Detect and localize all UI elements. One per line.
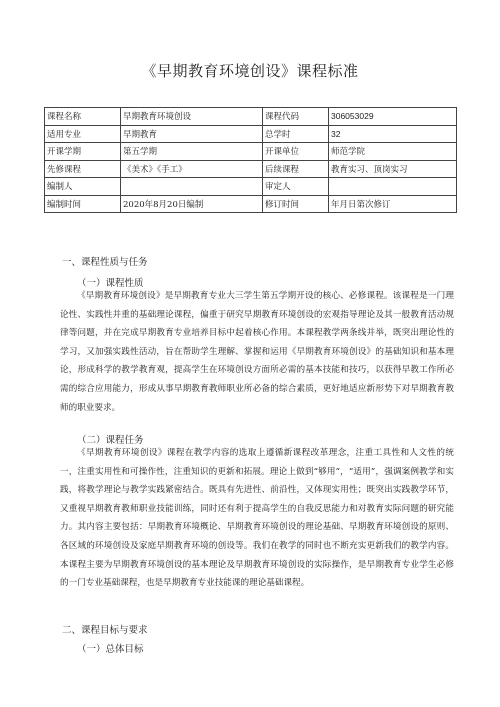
info-value: 第五学期 <box>121 143 263 161</box>
info-label: 先修课程 <box>45 160 121 178</box>
info-value <box>329 178 457 196</box>
info-label: 编制人 <box>45 178 121 196</box>
info-value: 教育实习、顶岗实习 <box>329 160 457 178</box>
info-value: 32 <box>329 125 457 143</box>
subsection-heading-overall-goal: （一）总体目标 <box>77 644 144 655</box>
info-row <box>45 143 457 161</box>
info-label: 课程代码 <box>263 108 329 126</box>
course-info-table <box>44 107 457 213</box>
info-label: 编制时间 <box>45 195 121 213</box>
info-label: 后续课程 <box>263 160 329 178</box>
info-value: 早期教育环境创设 <box>121 108 263 126</box>
info-value <box>121 178 263 196</box>
info-value: 师范学院 <box>329 143 457 161</box>
info-row <box>45 178 457 196</box>
info-label: 开课学期 <box>45 143 121 161</box>
info-row <box>45 108 457 126</box>
info-label: 审定人 <box>263 178 329 196</box>
subsection-heading-course-nature: （一）课程性质 <box>77 278 144 289</box>
info-row <box>45 160 457 178</box>
paragraph-course-tasks: 《早期教育环境创设》课程在教学内容的选取上遵循新课程改革理念，注重工具性和人文性的统一，注重实用性和可操作性，注重知识的更新和拓展。理论上做到“够用”，“适用”，强调案例教学和实践，将教学理论与教学实践紧密结合。既具有先进性、前沿性，又体现实用性；既突出实践教学环节，又重视早期教育教师职业技能训练，同时还有利于提高学生的自我反思能力和对教育实际问题的研究能力。其内容主要包括：早期教育环境概论、早期教育环境创设的理论基础、早期教育环境创设的原则、各区域的环境创设及家庭早期教育环境的创设等。我们在教学的同时也不断充实更新我们的教学内容。本课程主要为早期教育环境创设的基本理论及早期教育环境创设的实际操作，是早期教育专业学生必修的一门专业基础课程，也是早期教育专业技能课的理论基础课程。 <box>60 448 454 589</box>
info-label: 适用专业 <box>45 125 121 143</box>
subsection-heading-course-tasks: （二）课程任务 <box>77 435 144 446</box>
section-heading-goals-and-requirements: 二、课程目标与要求 <box>62 625 148 636</box>
info-value: 2020年8月20日编制 <box>121 195 263 213</box>
paragraph-course-nature: 《早期教育环境创设》是早期教育专业大三学生第五学期开设的核心、必修课程。该课程是一门理论性、实践性并重的基础理论课程，偏重于研究早期教育环境创设的宏观指导理论及其一般教育活动规律等问题，并在完成早期教育专业培养目标中起着核心作用。本课程教学两条线并举，既突出理论性的学习，又加强实践性活动，旨在帮助学生理解、掌握和运用《早期教育环境创设》的基础知识和基本理论，形成科学的教学教育观，提高学生在环境创设方面所必需的基本技能和技巧，以获得早教工作所必需的综合应用能力，形成从事早期教育教师职业所必备的综合素质，更好地适应新形势下对早期教育教师的职业要求。 <box>60 291 454 413</box>
info-label: 总学时 <box>263 125 329 143</box>
info-value: 年月日第次修订 <box>329 195 457 213</box>
info-value: 306053029 <box>329 108 457 126</box>
section-heading-nature-and-tasks: 一、课程性质与任务 <box>62 257 148 268</box>
info-label: 课程名称 <box>45 108 121 126</box>
info-label: 开课单位 <box>263 143 329 161</box>
info-value: 早期教育 <box>121 125 263 143</box>
page-title: 《早期教育环境创设》课程标准 <box>141 62 359 80</box>
info-row <box>45 125 457 143</box>
info-value: 《美术》《手工》 <box>121 160 263 178</box>
info-label: 修订时间 <box>263 195 329 213</box>
info-row <box>45 195 457 213</box>
